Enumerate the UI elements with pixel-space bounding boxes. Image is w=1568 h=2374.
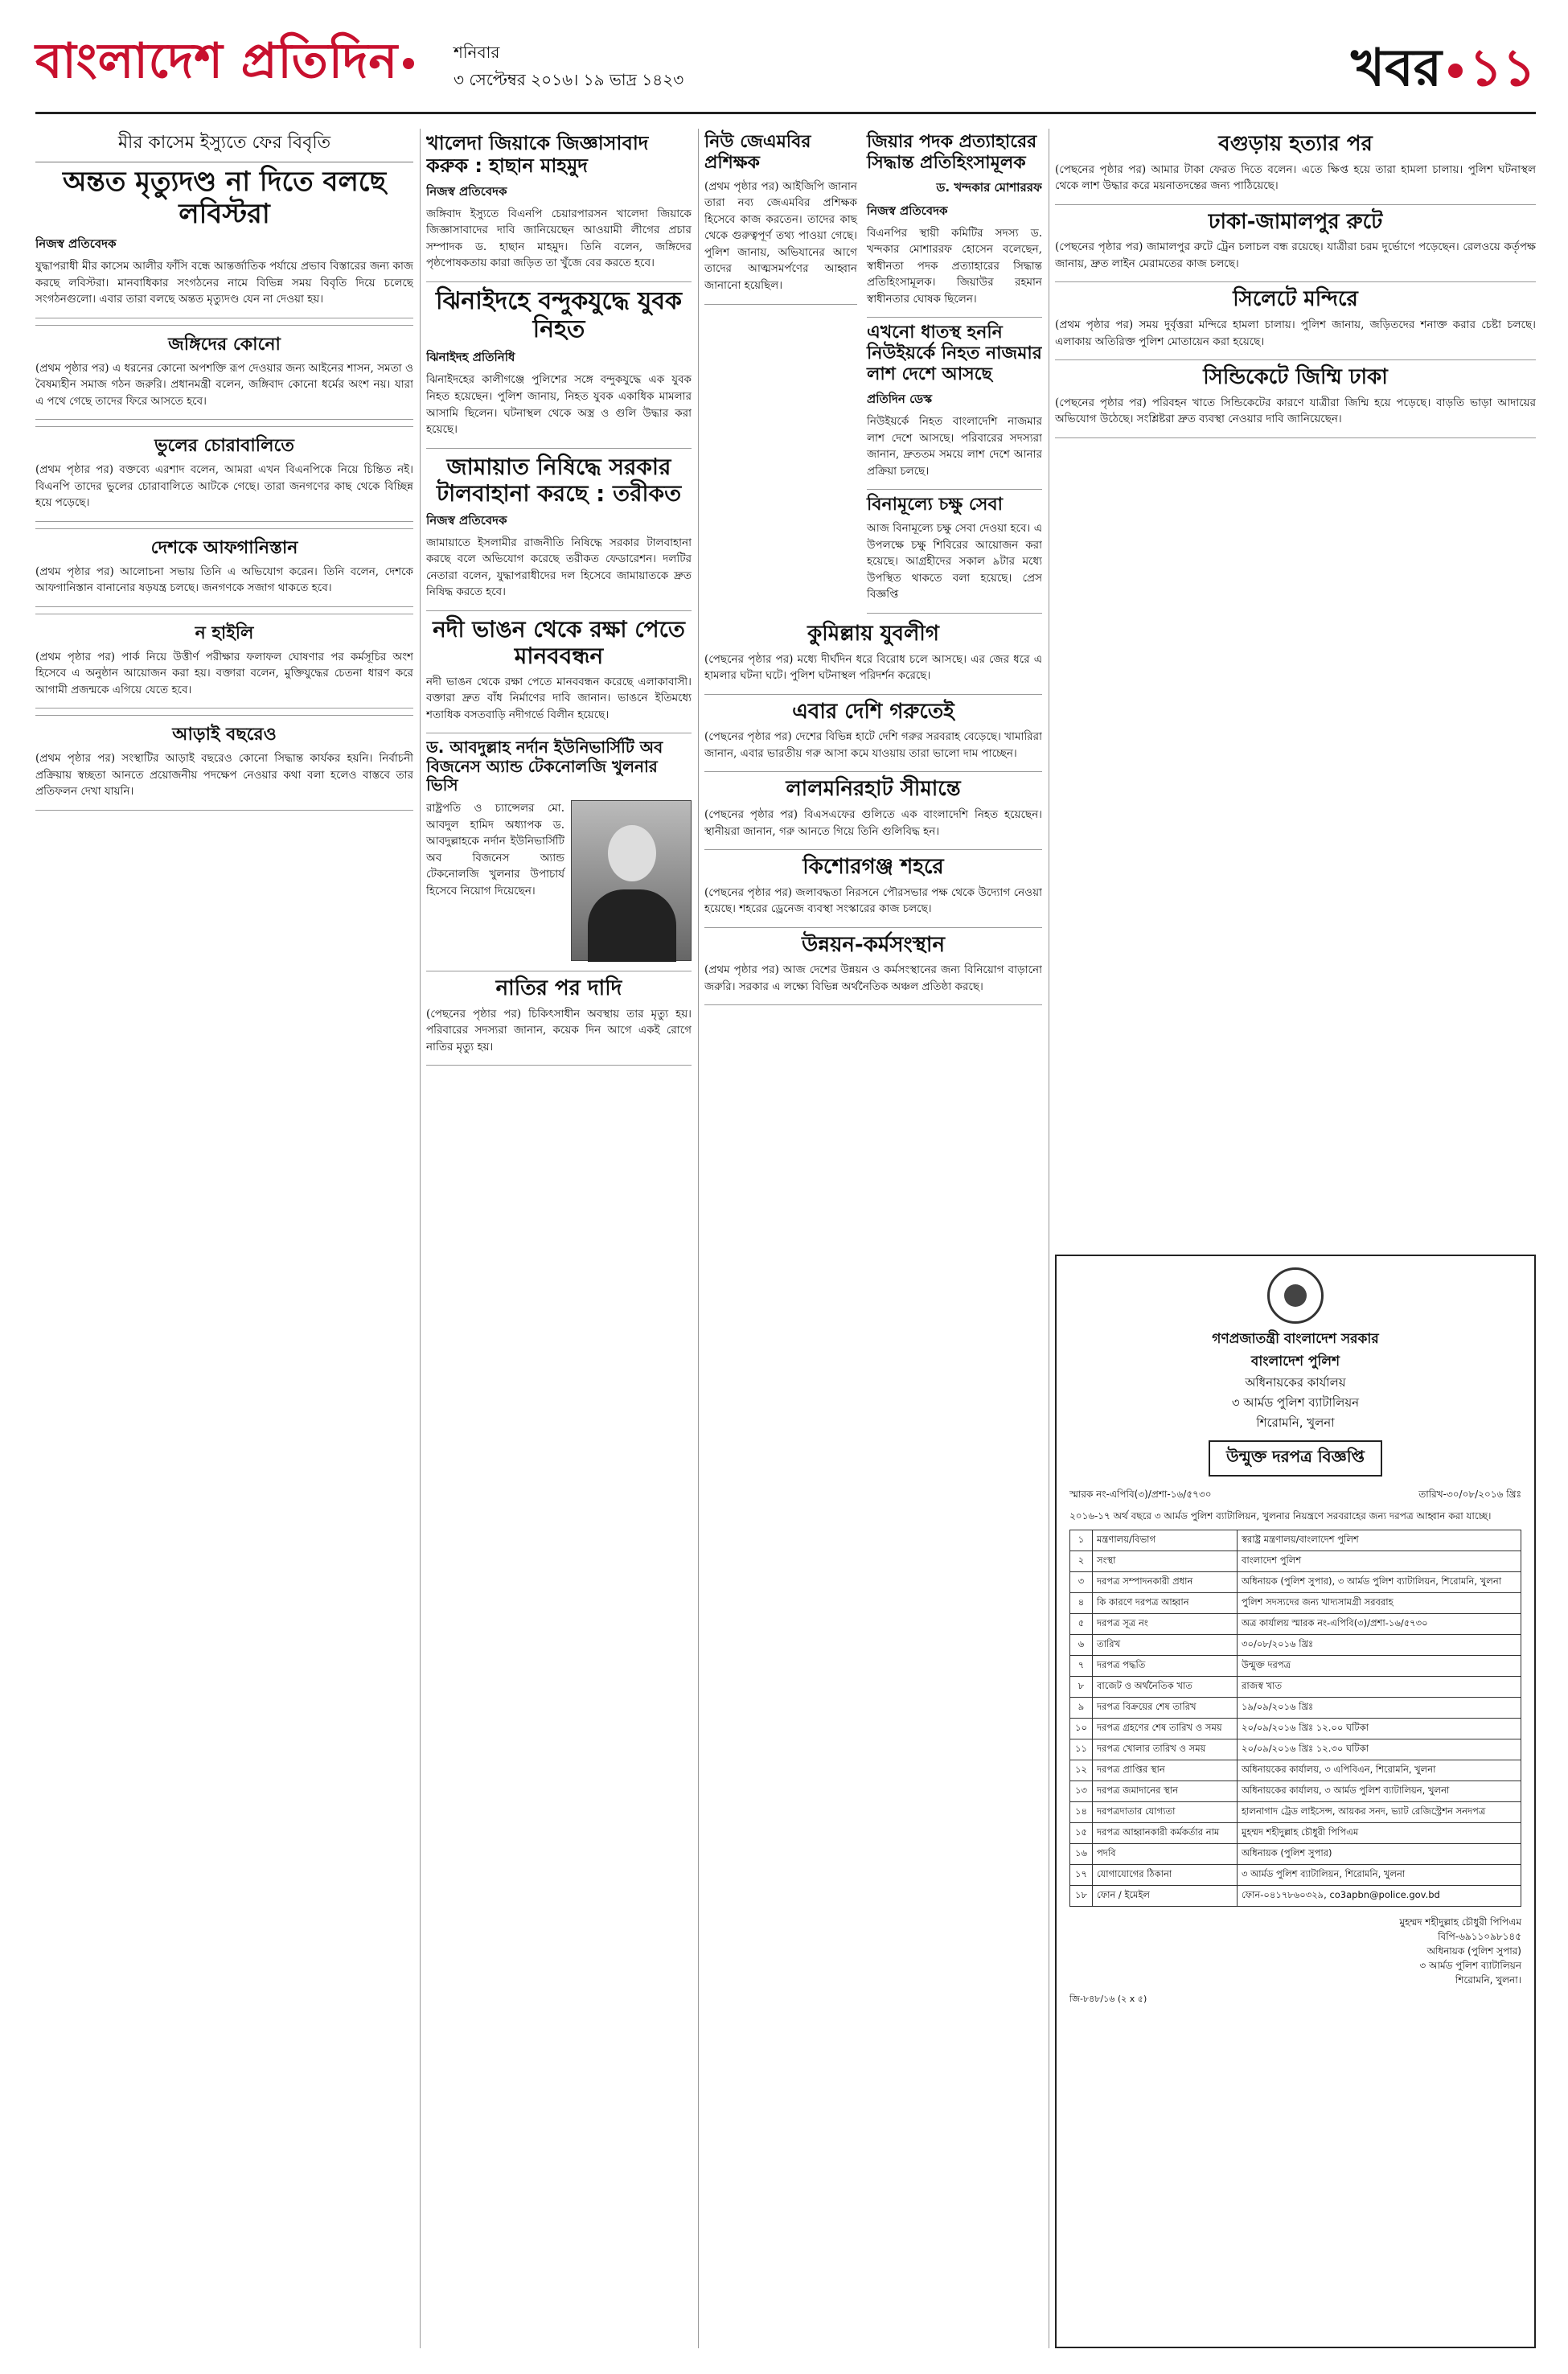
article-lobbyist — [35, 129, 413, 318]
table-cell: ৪ — [1070, 1593, 1093, 1614]
article-body: রাষ্ট্রপতি ও চ্যান্সেলর মো. আবদুল হামিদ অধ্যাপক ড. আবদুল্লাহকে নর্দান ইউনিভার্সিটি অব বিজনেস অ্যান্ড টেকনোলজি খুলনার উপাচার্য হিসেবে নিয়োগ দিয়েছেন। — [426, 802, 564, 897]
table-row — [1070, 1719, 1521, 1739]
table-cell: দরপত্র বিক্রয়ের শেষ তারিখ — [1093, 1698, 1238, 1719]
table-cell: দরপত্রদাতার যোগ্যতা — [1093, 1802, 1238, 1823]
article-zia-medal — [867, 132, 1042, 318]
ad-place: শিরোমনি, খুলনা — [1256, 1415, 1335, 1430]
table-cell: ১৩ — [1070, 1781, 1093, 1802]
article-byline: নিজস্ব প্রতিবেদক — [867, 203, 948, 218]
article-byline: নিজস্ব প্রতিবেদক — [426, 512, 507, 528]
table-cell: ৮ — [1070, 1677, 1093, 1698]
table-row — [1070, 1677, 1521, 1698]
ad-title: উন্মুক্ত দরপত্র বিজ্ঞপ্তি — [1209, 1440, 1382, 1477]
table-cell: ১৬ — [1070, 1844, 1093, 1865]
column-divider — [420, 129, 421, 2348]
section-name: খবর — [1351, 39, 1442, 98]
article-body: (পেছনের পৃষ্ঠার পর) মধ্যে দীর্ঘদিন ধরে বিরোধ চলে আসছে। এর জের ধরে এ হামলার ঘটনা ঘটে। পুলিশ ঘটনাস্থল পরিদর্শন করেছে। — [704, 652, 1042, 683]
article-body: (প্রথম পৃষ্ঠার পর) আলোচনা সভায় তিনি এ অভিযোগ করেন। তিনি বলেন, দেশকে আফগানিস্তান বানানোর ষড়যন্ত্র চলছে। জনগণকে সজাগ থাকতে হবে। — [35, 565, 413, 595]
article-jmb — [704, 132, 857, 305]
article-byline: নিজস্ব প্রতিবেদক — [426, 183, 507, 199]
table-row — [1070, 1593, 1521, 1614]
table-cell: ১৭ — [1070, 1865, 1093, 1886]
article-kicker: মীর কাসেম ইস্যুতে ফের বিবৃতি — [35, 129, 413, 162]
table-cell: দরপত্র প্রাপ্তির স্থান — [1093, 1760, 1238, 1781]
table-cell: ফোন / ইমেইল — [1093, 1886, 1238, 1907]
table-cell: অধিনায়ক (পুলিশ সুপার) — [1238, 1844, 1521, 1865]
table-cell: যোগাযোগের ঠিকানা — [1093, 1865, 1238, 1886]
article-kishoreganj — [704, 855, 1042, 928]
table-cell: ৯ — [1070, 1698, 1093, 1719]
table-row — [1070, 1781, 1521, 1802]
article-body: আজ বিনামূল্যে চক্ষু সেবা দেওয়া হবে। এ উপলক্ষে চক্ষু শিবিরের আয়োজন করা হয়েছে। আগ্রহীদের সকাল ৯টার মধ্যে উপস্থিত থাকতে বলা হয়েছে। প্রেস বিজ্ঞপ্তি — [867, 522, 1042, 602]
table-cell: ২ — [1070, 1551, 1093, 1572]
table-cell: ১৪ — [1070, 1802, 1093, 1823]
table-cell: পদবি — [1093, 1844, 1238, 1865]
article-body: (প্রথম পৃষ্ঠার পর) আজ দেশের উন্নয়ন ও কর্মসংস্থানের জন্য বিনিয়োগ বাড়ানো জরুরি। সরকার এ লক্ষ্যে বিভিন্ন অর্থনৈতিক অঞ্চল প্রতিষ্ঠা করছে। — [704, 963, 1042, 993]
table-row — [1070, 1698, 1521, 1719]
table-cell: ১৮ — [1070, 1886, 1093, 1907]
table-cell: ১০ — [1070, 1719, 1093, 1739]
article-headline: সিলেটে মন্দিরে — [1233, 287, 1358, 312]
table-cell: ১২ — [1070, 1760, 1093, 1781]
article-headline: নিউ জেএমবির প্রশিক্ষক — [704, 132, 811, 173]
article-jhenaidah — [426, 287, 692, 449]
article-byline: নিজস্ব প্রতিবেদক — [35, 236, 117, 252]
article-headline: লালমনিরহাট সীমান্তে — [786, 777, 961, 802]
table-cell: মুহম্মদ শহীদুল্লাহ চৌধুরী পিপিএম — [1238, 1823, 1521, 1844]
sign-unit: ৩ আর্মড পুলিশ ব্যাটালিয়ন — [1419, 1960, 1521, 1971]
article-body: (প্রথম পৃষ্ঠার পর) পার্ক নিয়ে উত্তীর্ণ পরীক্ষার ফলাফল ঘোষণার পর কর্মসূচির অংশ হিসেবে এ অনুষ্ঠান আয়োজন করা হয়। বক্তারা বলেন, মুক্তিযুদ্ধের চেতনা ধারণ করে আগামী প্রজন্মকে এগিয়ে যেতে হবে। — [35, 650, 413, 696]
article-body: (পেছনের পৃষ্ঠার পর) পরিবহন খাতে সিন্ডিকেটের কারণে যাত্রীরা জিম্মি হয়ে পড়েছে। বাড়তি ভাড়া আদায়ের অভিযোগ উঠেছে। সংশ্লিষ্টরা দ্রুত ব্যবস্থা নেওয়ার দাবি জানিয়েছেন। — [1055, 396, 1536, 426]
sign-place: শিরোমনি, খুলনা। — [1455, 1974, 1521, 1986]
article-headline: উন্নয়ন-কর্মসংস্থান — [802, 932, 945, 957]
table-cell: ৬ — [1070, 1635, 1093, 1656]
table-cell: ১৫ — [1070, 1823, 1093, 1844]
table-cell: ১৯/০৯/২০১৬ খ্রিঃ — [1238, 1698, 1521, 1719]
table-row — [1070, 1572, 1521, 1593]
table-cell: রাজস্ব খাত — [1238, 1677, 1521, 1698]
article-jongi — [35, 325, 413, 421]
table-cell: সংস্থা — [1093, 1551, 1238, 1572]
article-khaleda — [426, 132, 692, 282]
article-headline: কুমিল্লায় যুবলীগ — [807, 621, 939, 646]
article-cattle — [704, 700, 1042, 773]
column-2 — [426, 129, 692, 2348]
table-cell: বাংলাদেশ পুলিশ — [1238, 1551, 1521, 1572]
table-row — [1070, 1823, 1521, 1844]
article-syndicate — [1055, 365, 1536, 438]
article-river — [426, 616, 692, 734]
article-headline: অন্তত মৃত্যুদণ্ড না দিতে বলছে লবিস্টরা — [62, 166, 387, 231]
table-cell: অত্র কার্যালয় স্মারক নং-এপিবি(৩)/প্রশা-১৬/৫৭৩০ — [1238, 1614, 1521, 1635]
tender-advertisement — [1055, 1255, 1536, 2348]
table-row — [1070, 1656, 1521, 1677]
article-body: (পেছনের পৃষ্ঠার পর) জলাবদ্ধতা নিরসনে পৌরসভার পক্ষ থেকে উদ্যোগ নেওয়া হয়েছে। শহরের ড্রেনেজ ব্যবস্থা সংস্কারের কাজ চলছে। — [704, 885, 1042, 916]
ad-code: জি-৮৪৮/১৬ (২ x ৫) — [1069, 1994, 1147, 2004]
article-jamaat — [426, 454, 692, 611]
table-cell: ৭ — [1070, 1656, 1093, 1677]
article-vul — [35, 426, 413, 522]
article-grandmother — [426, 976, 692, 1066]
table-cell: মন্ত্রণালয়/বিভাগ — [1093, 1530, 1238, 1551]
table-row — [1070, 1865, 1521, 1886]
ad-ref-date: তারিখ-৩০/০৮/২০১৬ খ্রিঃ — [1418, 1489, 1521, 1500]
article-headline: সিন্ডিকেটে জিম্মি ঢাকা — [1203, 365, 1388, 390]
article-body: ঝিনাইদহের কালীগঞ্জে পুলিশের সঙ্গে বন্দুকযুদ্ধে এক যুবক নিহত হয়েছেন। পুলিশ জানায়, নিহত যুবক একাধিক মামলার আসামি ছিলেন। ঘটনাস্থল থেকে অস্ত্র ও গুলি উদ্ধার করা হয়েছে। — [426, 373, 692, 437]
section-dot-icon — [1448, 64, 1463, 78]
article-haili — [35, 614, 413, 709]
article-headline: নাতির পর দাদি — [495, 976, 622, 1001]
article-train — [1055, 210, 1536, 283]
article-sylhet — [1055, 287, 1536, 360]
table-cell: ৩ — [1070, 1572, 1093, 1593]
table-cell: ৫ — [1070, 1614, 1093, 1635]
column-1 — [35, 129, 413, 2348]
article-headline: জামায়াত নিষিদ্ধে সরকার টালবাহানা করছে : তরীকত — [436, 453, 682, 507]
article-arai — [35, 715, 413, 811]
article-afghanistan — [35, 528, 413, 607]
article-comilla — [704, 622, 1042, 695]
sign-name: মুহম্মদ শহীদুল্লাহ চৌধুরী পিপিএম — [1399, 1916, 1521, 1928]
article-body: (প্রথম পৃষ্ঠার পর) বক্তব্যে এরশাদ বলেন, আমরা এখন বিএনপিকে নিয়ে চিন্তিত নই। বিএনপি তাদের ভুলের চোরাবালিতে আটকে গেছে। তারা জনগণের কাছ থেকে বিচ্ছিন্ন হয়ে পড়েছে। — [35, 463, 413, 510]
article-body: (পেছনের পৃষ্ঠার পর) বিএসএফের গুলিতে এক বাংলাদেশি নিহত হয়েছেন। স্থানীয়রা জানান, গরু আনতে গিয়ে তিনি গুলিবিদ্ধ হন। — [704, 808, 1042, 838]
article-headline: ন হাইলি — [35, 614, 413, 649]
table-row — [1070, 1530, 1521, 1551]
table-cell: হালনাগাদ ট্রেড লাইসেন্স, আয়কর সনদ, ভ্যাট রেজিস্ট্রেশন সনদপত্র — [1238, 1802, 1521, 1823]
subcolumn-left — [704, 129, 857, 618]
article-headline: বিনামূল্যে চক্ষু সেবা — [867, 495, 1003, 515]
table-cell: ফোন-০৪১৭৮৬০৩২৯, co3apbn@police.gov.bd — [1238, 1886, 1521, 1907]
logo-dot-icon — [403, 58, 414, 69]
article-headline: ঢাকা-জামালপুর রুটে — [1208, 209, 1383, 234]
table-row — [1070, 1614, 1521, 1635]
article-body: জামায়াতে ইসলামীর রাজনীতি নিষিদ্ধে সরকার টালবাহানা করছে বলে অভিযোগ করেছে তরীকত ফেডারেশন। দলটির নেতারা বলেন, যুদ্ধাপরাধীদের দল হিসেবে জামায়াতকে দ্রুত নিষিদ্ধ করতে হবে। — [426, 536, 692, 599]
portrait-photo — [571, 800, 692, 961]
table-cell: দরপত্র জমাদানের স্থান — [1093, 1781, 1238, 1802]
ad-gov: গণপ্রজাতন্ত্রী বাংলাদেশ সরকার — [1212, 1331, 1379, 1347]
article-headline: এবার দেশি গরুতেই — [792, 699, 954, 724]
table-cell: অধিনায়কের কার্যালয়, ৩ আর্মড পুলিশ ব্যাটালিয়ন, খুলনা — [1238, 1781, 1521, 1802]
ad-ref-number: স্মারক নং-এপিবি(৩)/প্রশা-১৬/৫৭৩০ — [1069, 1489, 1212, 1500]
table-row — [1070, 1802, 1521, 1823]
table-row — [1070, 1886, 1521, 1907]
table-cell: ১১ — [1070, 1739, 1093, 1760]
tender-table — [1069, 1530, 1521, 1907]
article-body: (পেছনের পৃষ্ঠার পর) চিকিৎসাধীন অবস্থায় তার মৃত্যু হয়। পরিবারের সদস্যরা জানান, কয়েক দিন আগে একই রোগে নাতির মৃত্যু হয়। — [426, 1007, 692, 1054]
article-subhead: ড. খন্দকার মোশাররফ — [936, 179, 1042, 195]
article-headline: বগুড়ায় হত্যার পর — [1218, 132, 1373, 156]
table-cell: দরপত্র সূত্র নং — [1093, 1614, 1238, 1635]
article-headline: আড়াই বছরেও — [35, 715, 413, 750]
article-body: নদী ভাঙন থেকে রক্ষা পেতে মানববন্ধন করেছে এলাকাবাসী। বক্তারা দ্রুত বাঁধ নির্মাণের দাবি জানান। ভাঙনে ইতিমধ্যে শতাধিক বসতবাড়ি নদীগর্ভে বিলীন হয়েছে। — [426, 675, 692, 721]
article-headline: ভুলের চোরাবালিতে — [35, 426, 413, 462]
table-cell: ১ — [1070, 1530, 1093, 1551]
table-cell: দরপত্র সম্পাদনকারী প্রধান — [1093, 1572, 1238, 1593]
article-nazma — [867, 322, 1042, 490]
table-cell: দরপত্র খোলার তারিখ ও সময় — [1093, 1739, 1238, 1760]
table-cell: ৩ আর্মড পুলিশ ব্যাটালিয়ন, শিরোমনি, খুলনা — [1238, 1865, 1521, 1886]
article-headline: দেশকে আফগানিস্তান — [35, 528, 413, 564]
sign-title: অধিনায়ক (পুলিশ সুপার) — [1426, 1945, 1521, 1957]
table-row — [1070, 1635, 1521, 1656]
dateline — [454, 39, 683, 93]
article-body: (প্রথম পৃষ্ঠার পর) আইজিপি জানান তারা নব্য জেএমবির প্রশিক্ষক হিসেবে কাজ করতেন। তাদের কাছ থেকে গুরুত্বপূর্ণ তথ্য পাওয়া গেছে। পুলিশ জানায়, অভিযানের আগে তাদের আত্মসমর্পণের আহ্বান জানানো হয়েছিল। — [704, 179, 857, 292]
subcolumn-right — [867, 129, 1042, 618]
table-cell: অধিনায়ক (পুলিশ সুপার), ৩ আর্মড পুলিশ ব্যাটালিয়ন, শিরোমনি, খুলনা — [1238, 1572, 1521, 1593]
section-header — [1351, 29, 1536, 115]
column-divider — [698, 129, 699, 2348]
article-body: (পেছনের পৃষ্ঠার পর) জামালপুর রুটে ট্রেন চলাচল বন্ধ রয়েছে। যাত্রীরা চরম দুর্ভোগে পড়েছেন। রেলওয়ে কর্তৃপক্ষ জানায়, দ্রুত লাইন মেরামতের কাজ চলছে। — [1055, 240, 1536, 270]
article-body: বিএনপির স্থায়ী কমিটির সদস্য ড. খন্দকার মোশাররফ হোসেন বলেছেন, স্বাধীনতা পদক প্রত্যাহারের সিদ্ধান্ত প্রতিহিংসামূলক। জিয়াউর রহমান স্বাধীনতার ঘোষক ছিলেন। — [867, 226, 1042, 306]
article-body: যুদ্ধাপরাধী মীর কাসেম আলীর ফাঁসি বন্ধে আন্তর্জাতিক পর্যায়ে প্রভাব বিস্তারের জন্য কাজ করছে লবিস্টরা। মানবাধিকার সংগঠনের নামে বিভিন্ন সময় বিবৃতি দিয়ে চলেছে সংগঠনগুলো। এবার তারা বলছে অন্তত মৃত্যুদণ্ড যেন না দেওয়া হয়। — [35, 260, 413, 306]
table-cell: ৩০/০৮/২০১৬ খ্রিঃ — [1238, 1635, 1521, 1656]
table-row — [1070, 1760, 1521, 1781]
table-cell: পুলিশ সদস্যদের জন্য খাদ্যসামগ্রী সরবরাহ — [1238, 1593, 1521, 1614]
article-headline: নদী ভাঙন থেকে রক্ষা পেতে মানববন্ধন — [433, 615, 685, 669]
table-cell: ২০/০৯/২০১৬ খ্রিঃ ১২.০০ ঘটিকা — [1238, 1719, 1521, 1739]
article-body: নিউইয়র্কে নিহত বাংলাদেশি নাজমার লাশ দেশে আসছে। পরিবারের সদস্যরা জানান, দ্রুততম সময়ে লাশ দেশে আনার প্রক্রিয়া চলছে। — [867, 415, 1042, 478]
article-body: (পেছনের পৃষ্ঠার পর) আমার টাকা ফেরত দিতে বলেন। এতে ক্ষিপ্ত হয়ে তারা হামলা চালায়। পুলিশ ঘটনাস্থল থেকে লাশ উদ্ধার করে ময়নাতদন্তের জন্য পাঠিয়েছে। — [1055, 162, 1536, 193]
newspaper-logo: বাংলাদেশ প্রতিদিন — [35, 24, 414, 105]
article-body: (প্রথম পৃষ্ঠার পর) এ ধরনের কোনো অপশক্তি রূপ দেওয়ার জন্য আইনের শাসন, সমতা ও বৈষম্যহীন সমাজ গঠন জরুরি। প্রধানমন্ত্রী বলেন, জঙ্গিবাদ কোনো ধর্মের অংশ নয়। যারা এ পথে গেছে তাদের ফিরে আসতে হবে। — [35, 361, 413, 408]
ad-header — [1069, 1267, 1521, 1483]
article-headline: জঙ্গিদের কোনো — [35, 325, 413, 360]
article-headline: কিশোরগঞ্জ শহরে — [802, 855, 944, 880]
article-headline: এখনো ধাতস্থ হননি নিউইয়র্কে নিহত নাজমার লাশ দেশে আসছে — [867, 322, 1042, 385]
article-byline: প্রতিদিন ডেস্ক — [867, 392, 933, 407]
table-cell: ২০/০৯/২০১৬ খ্রিঃ ১২.৩০ ঘটিকা — [1238, 1739, 1521, 1760]
article-headline: জিয়ার পদক প্রত্যাহারের সিদ্ধান্ত প্রতিহিংসামূলক — [867, 132, 1037, 173]
table-row — [1070, 1844, 1521, 1865]
table-cell: দরপত্র আহ্বানকারী কর্মকর্তার নাম — [1093, 1823, 1238, 1844]
ad-intro: ২০১৬-১৭ অর্থ বছরে ৩ আর্মড পুলিশ ব্যাটালিয়ন, খুলনার নিয়ন্ত্রণে সরবরাহের জন্য দরপত্র আহ্বান করা যাচ্ছে। — [1069, 1510, 1492, 1522]
table-cell: উন্মুক্ত দরপত্র — [1238, 1656, 1521, 1677]
article-body: জঙ্গিবাদ ইস্যুতে বিএনপি চেয়ারপারসন খালেদা জিয়াকে জিজ্ঞাসাবাদের দাবি জানিয়েছেন আওয়ামী লীগের প্রচার সম্পাদক ড. হাছান মাহমুদ। তিনি বলেন, জঙ্গিদের পৃষ্ঠপোষকতায় কারা জড়িত তা খুঁজে বের করতে হবে। — [426, 207, 692, 270]
ad-unit: ৩ আর্মড পুলিশ ব্যাটালিয়ন — [1231, 1395, 1360, 1410]
table-cell: অধিনায়কের কার্যালয়, ৩ এপিবিএন, শিরোমনি, খুলনা — [1238, 1760, 1521, 1781]
ad-org: বাংলাদেশ পুলিশ — [1250, 1353, 1340, 1370]
column-4 — [1055, 129, 1536, 1247]
table-cell: কি কারণে দরপত্র আহ্বান — [1093, 1593, 1238, 1614]
article-headline: ঝিনাইদহে বন্দুকযুদ্ধে যুবক নিহত — [435, 286, 683, 344]
table-cell: দরপত্র পদ্ধতি — [1093, 1656, 1238, 1677]
ad-office: অধিনায়কের কার্যালয় — [1245, 1375, 1346, 1390]
article-headline: খালেদা জিয়াকে জিজ্ঞাসাবাদ করুক : হাছান মাহমুদ — [426, 132, 649, 178]
table-cell: তারিখ — [1093, 1635, 1238, 1656]
article-bogura — [1055, 132, 1536, 205]
table-cell: বাজেট ও অর্থনৈতিক খাত — [1093, 1677, 1238, 1698]
article-vc — [426, 738, 692, 971]
date-label: ৩ সেপ্টেম্বর ২০১৬। ১৯ ভাদ্র ১৪২৩ — [454, 70, 684, 89]
ad-reference — [1069, 1488, 1521, 1504]
table-cell: স্বরাষ্ট্র মন্ত্রণালয়/বাংলাদেশ পুলিশ — [1238, 1530, 1521, 1551]
column-3 — [704, 129, 1042, 2348]
article-development — [704, 933, 1042, 1006]
masthead — [35, 24, 1536, 114]
article-body: (পেছনের পৃষ্ঠার পর) দেশের বিভিন্ন হাটে দেশি গরুর সরবরাহ বেড়েছে। খামারিরা জানান, এবার ভারতীয় গরু আসা কমে যাওয়ায় তারা ভালো দাম পাচ্ছেন। — [704, 730, 1042, 760]
article-eye-care — [867, 495, 1042, 614]
sign-id: বিপি-৬৯১১০৯৮১৪৫ — [1438, 1931, 1521, 1942]
police-emblem-icon — [1267, 1267, 1324, 1324]
article-body: (প্রথম পৃষ্ঠার পর) সময় দুর্বৃত্তরা মন্দিরে হামলা চালায়। পুলিশ জানায়, জড়িতদের শনাক্ত করার চেষ্টা চলছে। এলাকায় অতিরিক্ত পুলিশ মোতায়েন করা হয়েছে। — [1055, 318, 1536, 348]
page-number: ১১ — [1468, 39, 1536, 98]
day-label: শনিবার — [454, 43, 500, 62]
article-byline: ঝিনাইদহ প্রতিনিধি — [426, 350, 515, 365]
article-body: (প্রথম পৃষ্ঠার পর) সংস্থাটির আড়াই বছরেও কোনো সিদ্ধান্ত কার্যকর হয়নি। নির্বাচনী প্রক্রিয়ায় স্বচ্ছতা আনতে প্রয়োজনীয় পদক্ষেপ নেওয়ার কথা বলা হলেও বাস্তবে তার প্রতিফলন দেখা যায়নি। — [35, 752, 413, 799]
article-headline: ড. আবদুল্লাহ নর্দান ইউনিভার্সিটি অব বিজনেস অ্যান্ড টেকনোলজি খুলনার ভিসি — [426, 737, 663, 795]
ad-signature — [1069, 1915, 1521, 1987]
table-row — [1070, 1551, 1521, 1572]
article-lalmonirhat — [704, 777, 1042, 850]
table-row — [1070, 1739, 1521, 1760]
table-cell: দরপত্র গ্রহণের শেষ তারিখ ও সময় — [1093, 1719, 1238, 1739]
